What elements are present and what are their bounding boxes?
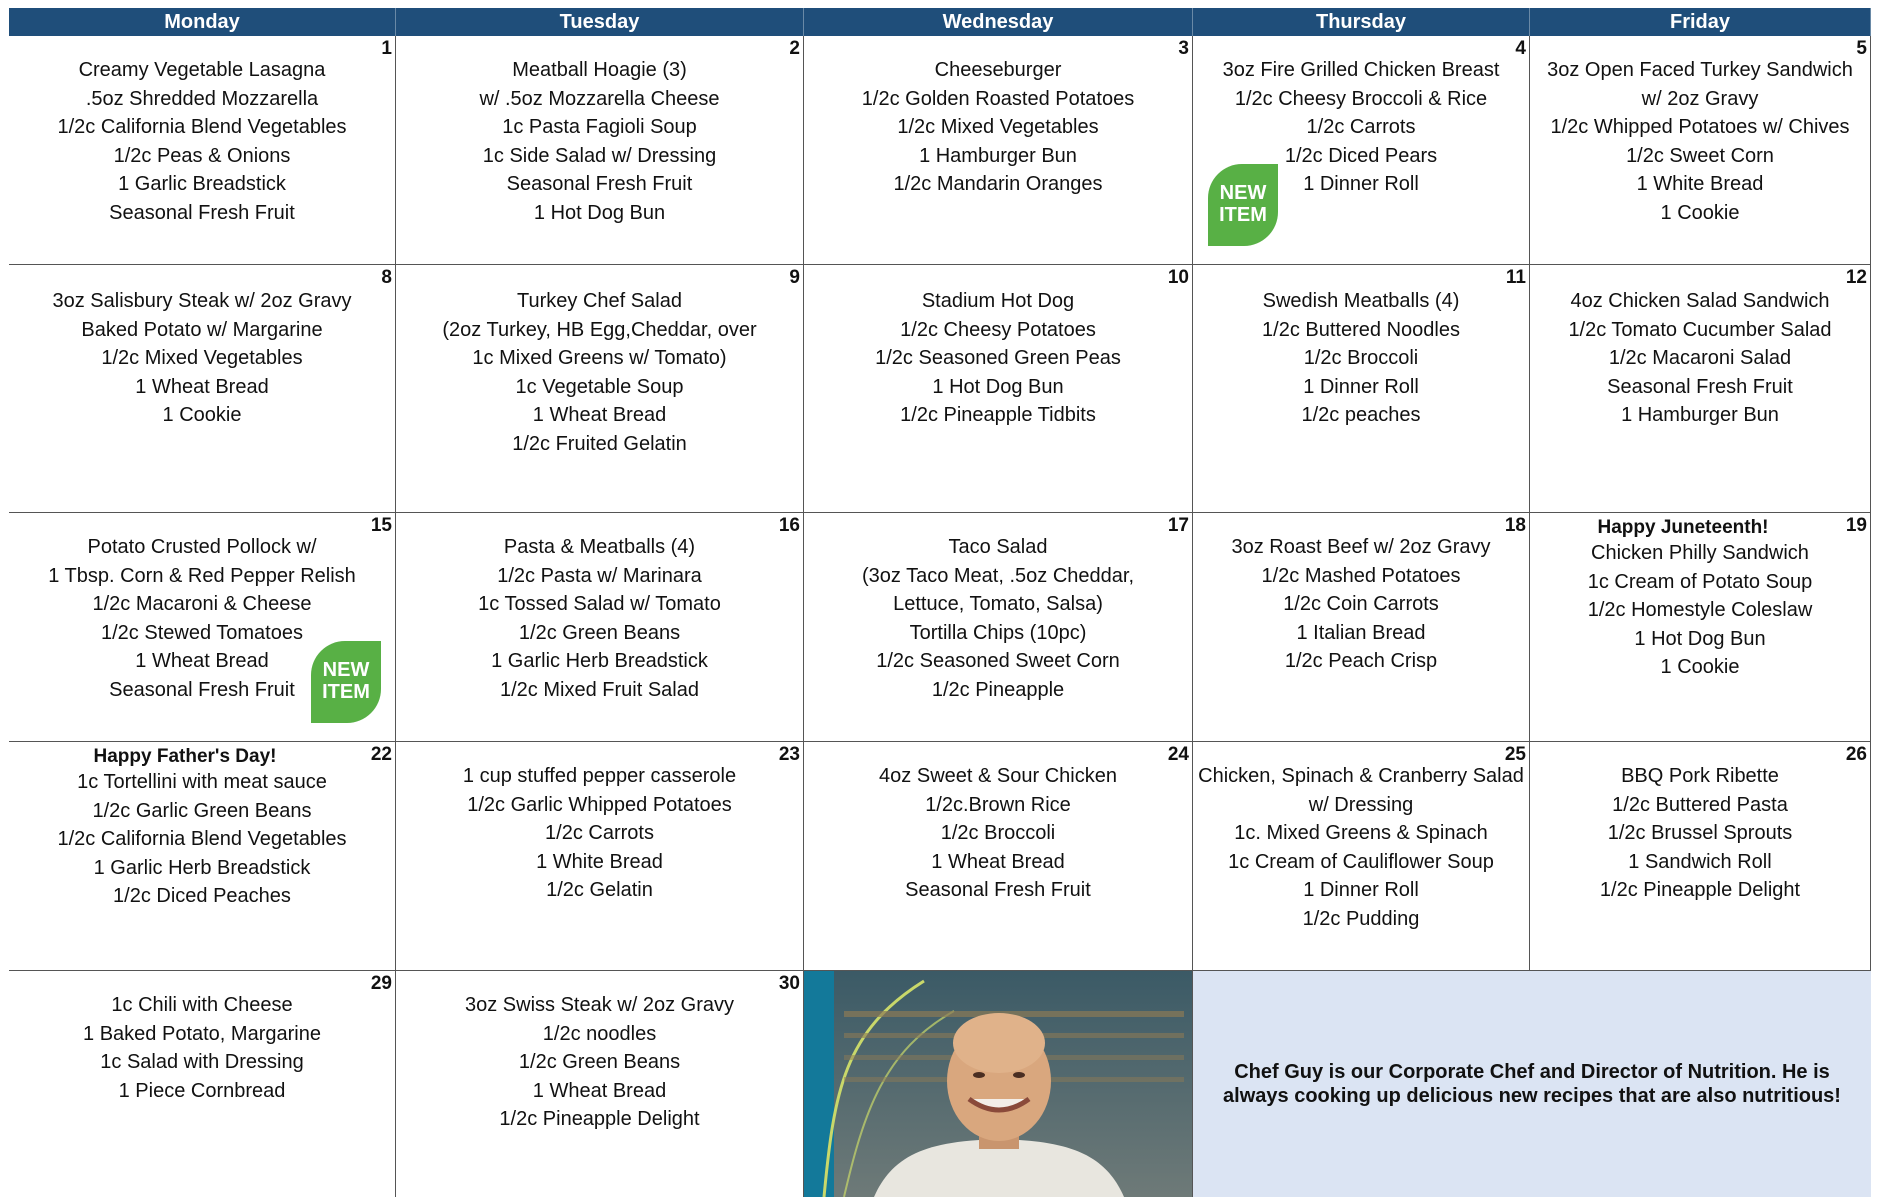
day-number: 9 [789,267,800,288]
menu-items [9,768,395,911]
day-number: 19 [1845,515,1867,536]
menu-item: 1 Wheat Bread [532,1079,667,1102]
menu-item: 1/2c Broccoli [940,822,1056,844]
chef-photo [804,971,1193,1197]
day-cell [804,36,1193,265]
menu-item: BBQ Pork Ribette [1621,765,1779,787]
menu-item: Stadium Hot Dog [921,290,1075,312]
menu-item: 1/2c California Blend Vegetables [57,828,347,850]
menu-items [9,287,395,430]
menu-item: 1 Garlic Breadstick [118,173,286,195]
menu-item: 4oz Sweet & Sour Chicken [879,765,1117,787]
day-number: 8 [381,267,392,288]
menu-item: 1c Vegetable Soup [515,375,684,398]
day-cell [396,742,804,971]
menu-item: Seasonal Fresh Fruit [905,879,1091,901]
menu-item: 1/2c Diced Pears [1284,144,1438,167]
day-cell [1193,513,1530,742]
badge-line: NEW [322,659,370,681]
menu-item: 1/2c Pineapple Delight [499,1108,700,1130]
day-header-wednesday: Wednesday [804,8,1193,36]
menu-item: Meatball Hoagie (3) [512,59,687,81]
menu-item: 1/2c Peach Crisp [1284,650,1438,672]
day-cell [804,513,1193,742]
day-cell [9,265,396,513]
menu-item: 1/2c Golden Roasted Potatoes [861,87,1135,110]
menu-item: Lettuce, Tomato, Salsa) [893,593,1103,615]
menu-item: w/ 2oz Gravy [1641,87,1759,110]
day-number: 30 [778,973,800,994]
day-cell [396,265,804,513]
menu-item: 1/2c Buttered Noodles [1262,318,1460,341]
day-cell [1193,742,1530,971]
menu-item: Seasonal Fresh Fruit [109,678,295,701]
menu-item: 4oz Chicken Salad Sandwich [1570,290,1830,312]
menu-item: 1 Cookie [1660,201,1740,224]
menu-item: Seasonal Fresh Fruit [1607,375,1793,398]
menu-item: 1 Hot Dog Bun [932,375,1064,398]
menu-item: 1/2c Pineapple Tidbits [900,404,1096,426]
menu-item: 1/2c Pasta w/ Marinara [497,564,702,587]
menu-item: 1 Hamburger Bun [919,144,1077,167]
menu-items [804,533,1192,704]
menu-item: 1/2c Garlic Green Beans [92,799,312,822]
menu-item: 1/2c Broccoli [1303,347,1419,369]
menu-item: 3oz Open Faced Turkey Sandwich [1547,59,1853,81]
menu-item: Seasonal Fresh Fruit [109,201,295,224]
menu-item: 1 Cookie [162,404,242,426]
day-cell [1530,742,1871,971]
menu-item: 1/2c Fruited Gelatin [512,432,687,455]
day-number: 22 [370,744,392,765]
menu-item: 1/2c Mandarin Oranges [893,173,1103,195]
menu-items [396,287,803,458]
menu-item: 3oz Salisbury Steak w/ 2oz Gravy [52,290,352,312]
menu-item: Seasonal Fresh Fruit [506,173,693,195]
menu-item: 1 Cookie [1660,656,1740,678]
day-cell [9,971,396,1197]
menu-item: 1/2c Whipped Potatoes w/ Chives [1550,116,1850,138]
menu-item: Cheeseburger [934,59,1062,81]
menu-item: 1/2c Coin Carrots [1283,593,1439,615]
menu-item: 3oz Fire Grilled Chicken Breast [1222,59,1500,81]
menu-item: 1c Cream of Potato Soup [1587,570,1813,593]
day-cell [396,971,804,1197]
menu-item: 1/2c Green Beans [518,621,681,644]
holiday-label: Happy Juneteenth! [1597,517,1769,538]
menu-item: 1/2c Cheesy Potatoes [900,318,1096,341]
menu-item: 1/2c Pineapple Delight [1599,879,1801,901]
day-cell [1530,265,1871,513]
day-number: 16 [778,515,800,536]
day-number: 10 [1167,267,1189,288]
day-cell [9,36,396,265]
menu-item: 1/2c Mixed Fruit Salad [500,678,699,701]
day-cell [1530,36,1871,265]
badge-line: ITEM [1219,204,1267,226]
menu-items [804,762,1192,905]
menu-item: Baked Potato w/ Margarine [81,318,323,341]
menu-item: 1 Garlic Herb Breadstick [491,650,708,672]
day-number: 29 [370,973,392,994]
day-number: 11 [1505,267,1526,288]
chef-info-panel [1193,971,1871,1197]
menu-item: 1/2c Macaroni & Cheese [92,593,312,615]
menu-item: 1c Pasta Fagioli Soup [502,116,697,138]
menu-item: 1 Baked Potato, Margarine [83,1022,321,1045]
day-number: 2 [789,38,800,59]
menu-item: 1 Tbsp. Corn & Red Pepper Relish [48,564,356,587]
menu-item: 1 Dinner Roll [1303,879,1419,901]
day-header-tuesday: Tuesday [396,8,804,36]
menu-item: 1/2c Carrots [1306,116,1416,138]
menu-item: Chicken Philly Sandwich [1591,542,1809,564]
menu-items [1193,287,1529,430]
menu-items [1530,56,1870,227]
menu-item: 1/2c Green Beans [518,1051,681,1073]
chef-illustration [804,971,1193,1197]
menu-item: 1c Tossed Salad w/ Tomato [478,593,721,615]
day-number: 23 [778,744,800,765]
menu-item: Taco Salad [948,536,1048,558]
menu-item: 1/2c Mashed Potatoes [1261,564,1461,587]
day-cell [396,513,804,742]
menu-item: 1 Hot Dog Bun [1634,627,1766,650]
day-cell [9,742,396,971]
menu-item: 1/2c Mixed Vegetables [101,347,303,369]
day-number: 12 [1845,267,1867,288]
menu-item: 1/2c Cheesy Broccoli & Rice [1234,87,1488,110]
new-item-badge [1208,164,1278,246]
menu-item: 1 Hamburger Bun [1621,404,1779,426]
holiday-label: Happy Father's Day! [93,746,277,767]
menu-items [1530,539,1870,682]
menu-item: 1/2c Stewed Tomatoes [101,621,303,644]
menu-item: 1 Garlic Herb Breadstick [93,856,311,879]
menu-item: 1/2c Sweet Corn [1626,144,1774,167]
day-cell [1530,513,1871,742]
menu-item: 1/2c Buttered Pasta [1612,793,1788,816]
menu-item: (3oz Taco Meat, .5oz Cheddar, [861,564,1134,587]
menu-item: 1 Hot Dog Bun [533,201,666,224]
menu-item: 1 Wheat Bread [135,375,269,398]
menu-item: Turkey Chef Salad [517,290,682,312]
day-number: 26 [1845,744,1867,765]
menu-item: 1c Chili with Cheese [111,994,293,1016]
menu-item: 3oz Swiss Steak w/ 2oz Gravy [465,994,734,1016]
menu-items [9,991,395,1105]
day-header-monday: Monday [9,8,396,36]
menu-calendar [9,8,1871,1197]
menu-item: 1/2c Seasoned Green Peas [875,347,1121,369]
menu-item: 1/2c Carrots [545,822,654,844]
menu-item: Swedish Meatballs (4) [1262,290,1460,312]
menu-item: 1 Dinner Roll [1303,375,1419,398]
menu-item: 1 Wheat Bread [931,850,1065,873]
menu-items [804,56,1192,199]
menu-item: 1/2c Peas & Onions [113,144,291,167]
menu-item: 1/2c peaches [1301,404,1421,426]
menu-item: 1c Cream of Cauliflower Soup [1228,850,1494,873]
menu-item: 1 Piece Cornbread [118,1079,286,1102]
menu-item: 1/2c Mixed Vegetables [897,116,1099,138]
menu-item: 1/2c Pineapple [931,678,1065,701]
menu-item: 1 White Bread [536,850,663,873]
new-item-badge [311,641,381,723]
menu-item: 1 Italian Bread [1296,621,1426,644]
day-cell [9,513,396,742]
menu-item: w/ .5oz Mozzarella Cheese [479,87,720,110]
day-number: 25 [1504,744,1526,765]
menu-item: 1/2c Homestyle Coleslaw [1587,599,1813,621]
menu-item: 3oz Roast Beef w/ 2oz Gravy [1231,536,1491,558]
menu-item: Potato Crusted Pollock w/ [87,536,317,558]
day-number: 15 [370,515,392,536]
menu-item: 1/2c.Brown Rice [925,793,1071,816]
menu-item: 1 cup stuffed pepper casserole [462,765,737,787]
day-cell [396,36,804,265]
menu-item: 1c Tortellini with meat sauce [77,771,327,793]
day-number: 3 [1178,38,1189,59]
menu-items [396,533,803,704]
menu-item: 1 Wheat Bread [532,404,667,426]
menu-items [396,991,803,1134]
menu-item: 1/2c Brussel Sprouts [1607,822,1793,844]
menu-item: Chicken, Spinach & Cranberry Salad [1198,765,1524,787]
day-number: 17 [1167,515,1189,536]
menu-item: 1 Wheat Bread [135,650,269,672]
menu-item: 1 Dinner Roll [1303,173,1419,195]
menu-items [804,287,1192,430]
day-cell [804,265,1193,513]
day-number: 5 [1856,38,1867,59]
menu-item: 1 Sandwich Roll [1628,850,1772,873]
menu-item: .5oz Shredded Mozzarella [85,87,319,110]
menu-items [396,762,803,905]
chef-info-text: Chef Guy is our Corporate Chef and Director of Nutrition. He is always cooking up delicious new recipes that are also nutritious! [1223,1061,1841,1107]
menu-item: Pasta & Meatballs (4) [503,536,696,558]
menu-item: 1/2c Macaroni Salad [1608,347,1792,369]
menu-item: 1/2c Seasoned Sweet Corn [876,650,1120,672]
menu-item: 1/2c Diced Peaches [113,885,291,907]
menu-items [396,56,803,227]
menu-item: 1 White Bread [1636,173,1764,195]
badge-line: NEW [1219,182,1267,204]
menu-items [1530,762,1870,905]
menu-items [1193,762,1529,933]
menu-item: Tortilla Chips (10pc) [909,621,1087,644]
menu-item: 1c Mixed Greens w/ Tomato) [472,347,727,369]
day-number: 18 [1504,515,1526,536]
day-number: 4 [1515,38,1526,59]
menu-item: w/ Dressing [1308,793,1414,816]
menu-item: Creamy Vegetable Lasagna [78,59,326,81]
menu-item: 1/2c noodles [542,1022,657,1045]
day-number: 1 [381,38,392,59]
badge-line: ITEM [322,681,370,703]
menu-item: 1c Salad with Dressing [100,1051,304,1073]
menu-item: 1/2c Gelatin [546,879,653,901]
day-number: 24 [1167,744,1189,765]
menu-items [1193,533,1529,676]
menu-item: 1/2c California Blend Vegetables [57,116,347,138]
day-cell [804,742,1193,971]
menu-item: 1c. Mixed Greens & Spinach [1234,822,1488,844]
menu-item: 1/2c Pudding [1302,907,1420,930]
day-cell [1193,265,1530,513]
day-header-friday: Friday [1530,8,1871,36]
menu-item: (2oz Turkey, HB Egg,Cheddar, over [442,318,757,341]
menu-item: 1/2c Tomato Cucumber Salad [1568,318,1832,341]
menu-items [9,56,395,227]
day-cell [1193,36,1530,265]
menu-item: 1c Side Salad w/ Dressing [482,144,717,167]
menu-items [1530,287,1870,430]
day-header-thursday: Thursday [1193,8,1530,36]
menu-item: 1/2c Garlic Whipped Potatoes [467,793,732,816]
